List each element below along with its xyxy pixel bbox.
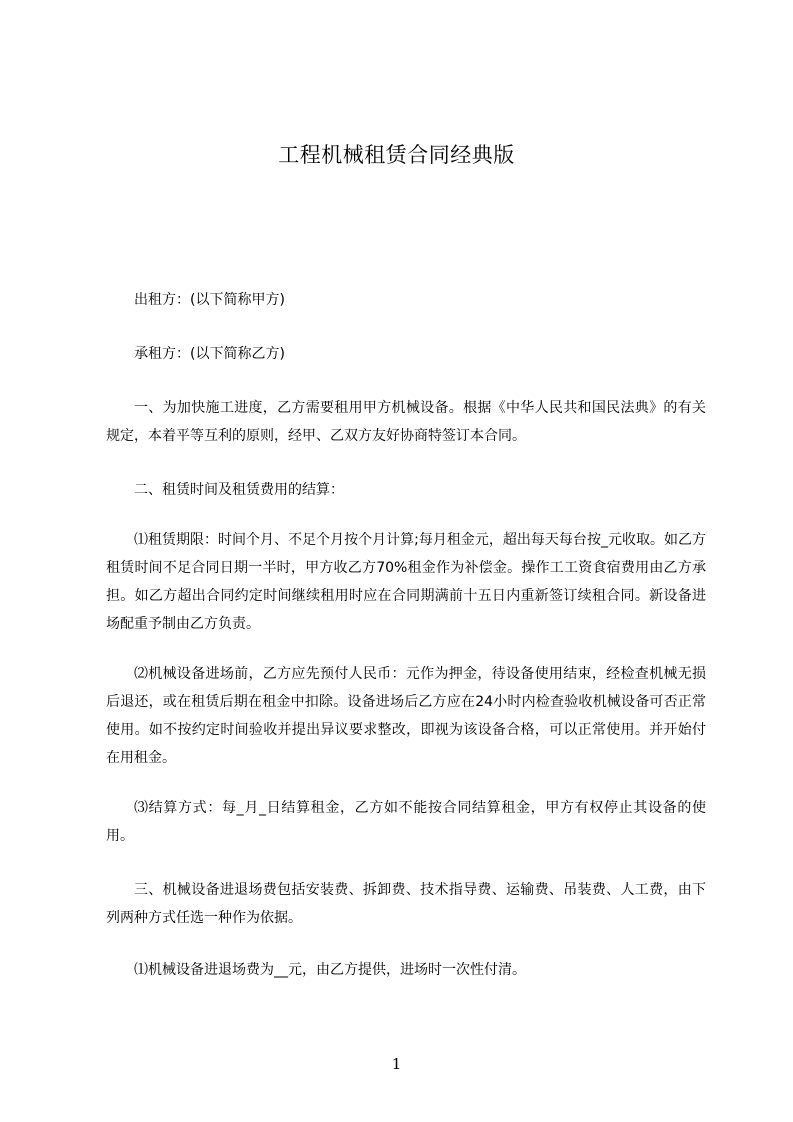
clause-3-item-1: ⑴机械设备进退场费为__元，由乙方提供，进场时一次性付清。 (134, 962, 526, 978)
clause-3: 三、机械设备进退场费包括安装费、拆卸费、技术指导费、运输费、吊装费、人工费，由下列两种方式任选一种作为依据。 (106, 882, 706, 926)
clause-2-item-2: ⑵机械设备进场前，乙方应先预付人民币：元作为押金，待设备使用结束，经检查机械无损后退还，或在租赁后期在租金中扣除。设备进场后乙方应在24小时内检查验收机械设备可否正常使用。如不按约定时间验收并提出异议要求整改，即视为该设备合格，可以正常使用。并开始付在用租金。 (106, 666, 706, 766)
document-title: 工程机械租赁合同经典版 (278, 143, 515, 167)
clause-2-item-1: ⑴租赁期限：时间个月、不足个月按个月计算;每月租金元，超出每天每台按_元收取。如乙方租赁时间不足合同日期一半时，甲方收乙方70%租金作为补偿金。操作工工资食宿费用由乙方承担。如乙方超出合同约定时间继续租用时应在合同期满前十五日内重新签订续租合同。新设备进场配重予制由乙方负责。 (106, 532, 706, 632)
lessor-line: 出租方：(以下简称甲方) (134, 292, 285, 308)
clause-2-heading: 二、租赁时间及租赁费用的结算： (134, 482, 344, 498)
clause-2-item-3: ⑶结算方式：每_月_日结算租金，乙方如不能按合同结算租金，甲方有权停止其设备的使用。 (106, 800, 706, 844)
lessee-line: 承租方：(以下简称乙方) (134, 346, 285, 362)
clause-1: 一、为加快施工进度，乙方需要租用甲方机械设备。根据《中华人民共和国民法典》的有关规定，本着平等互利的原则，经甲、乙双方友好协商特签订本合同。 (106, 400, 706, 444)
page-number: 1 (391, 1055, 402, 1073)
